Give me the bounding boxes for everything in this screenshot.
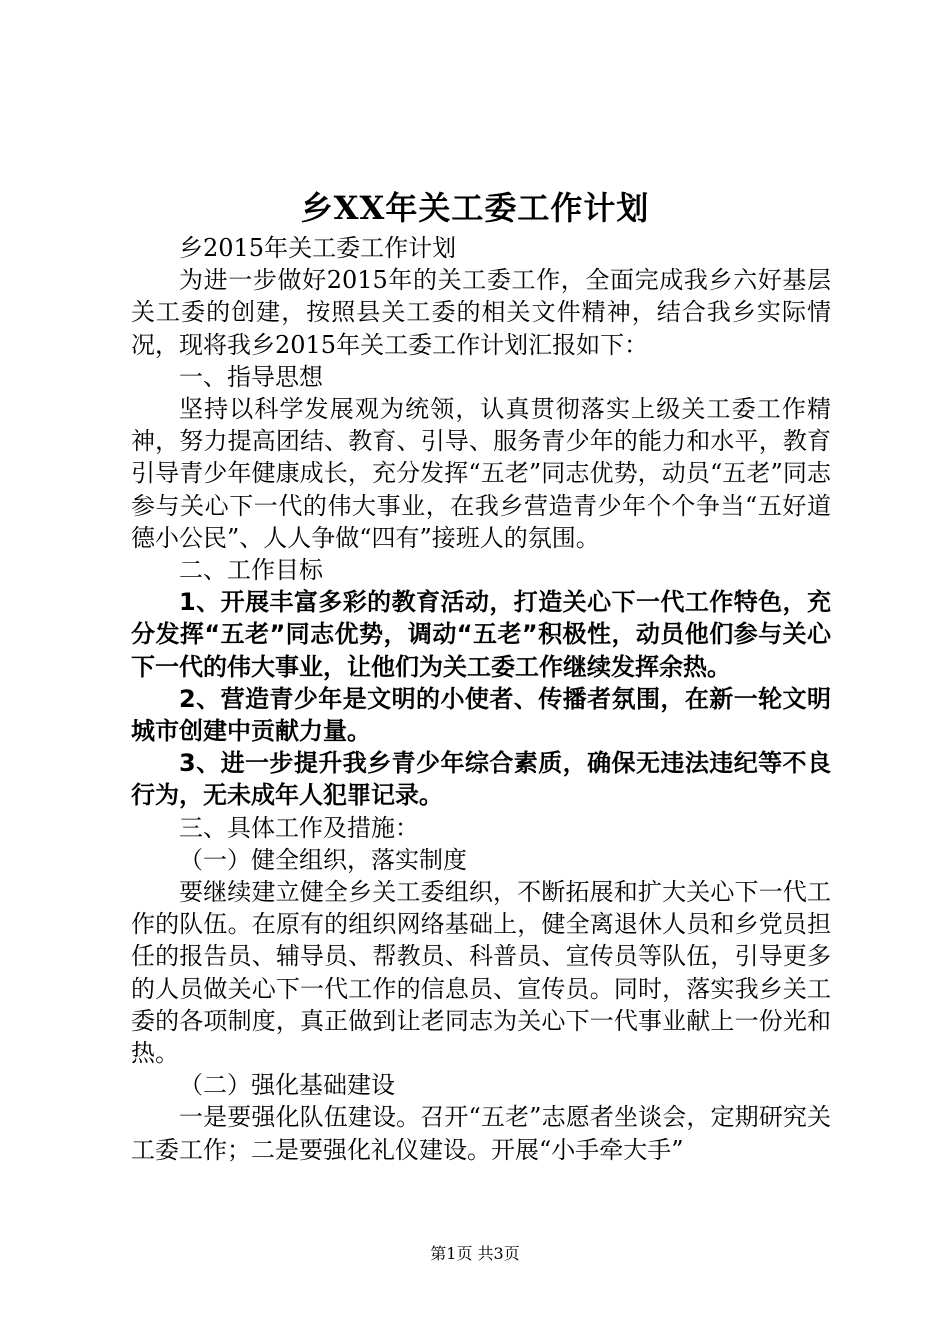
plan-subtitle: 乡2015年关工委工作计划 bbox=[179, 234, 457, 262]
document-body bbox=[131, 232, 831, 1166]
section-heading-guiding-ideology: 一、指导思想 bbox=[179, 362, 323, 391]
guiding-ideology-paragraph: 坚持以科学发展观为统领，认真贯彻落实上级关工委工作精神，努力提高团结、教育、引导、服务青少年的能力和水平，教育引导青少年健康成长，充分发挥“五老”同志优势，动员“五老”同志参与关心下一代的伟大事业，在我乡营造青少年个个争当“五好道德小公民”、人人争做“四有”接班人的氛围。 bbox=[131, 395, 831, 552]
organization-paragraph: 要继续建立健全乡关工委组织，不断拓展和扩大关心下一代工作的队伍。在原有的组织网络基础上，健全离退休人员和乡党员担任的报告员、辅导员、帮教员、科普员、宣传员等队伍，引导更多的人员做关心下一代工作的信息员、宣传员。同时，落实我乡关工委的各项制度，真正做到让老同志为关心下一代事业献上一份光和热。 bbox=[131, 878, 831, 1068]
infrastructure-paragraph: 一是要强化队伍建设。召开“五老”志愿者坐谈会，定期研究关工委工作；二是要强化礼仪建设。开展“小手牵大手” bbox=[131, 1103, 831, 1164]
subsection-heading-infrastructure: （二）强化基础建设 bbox=[179, 1071, 395, 1100]
goal-item-2: 2、营造青少年是文明的小使者、传播者氛围，在新一轮文明城市创建中贡献力量。 bbox=[131, 684, 831, 746]
document-title: 乡XX年关工委工作计划 bbox=[300, 189, 650, 227]
section-heading-work-goals: 二、工作目标 bbox=[179, 556, 323, 585]
goal-item-1: 1、开展丰富多彩的教育活动，打造关心下一代工作特色，充分发挥“五老”同志优势，调动“五老”积极性，动员他们参与关心下一代的伟大事业，让他们为关工委工作继续发挥余热。 bbox=[131, 588, 831, 681]
section-heading-measures: 三、具体工作及措施： bbox=[179, 813, 419, 842]
intro-paragraph: 为进一步做好2015年的关工委工作，全面完成我乡六好基层关工委的创建，按照县关工委的相关文件精神，结合我乡实际情况，现将我乡2015年关工委工作计划汇报如下： bbox=[131, 266, 831, 359]
subsection-heading-organization: （一）健全组织，落实制度 bbox=[179, 845, 467, 874]
page-number-footer: 第1页 共3页 bbox=[430, 1244, 520, 1263]
goal-item-3: 3、进一步提升我乡青少年综合素质，确保无违法违纪等不良行为，无未成年人犯罪记录。 bbox=[131, 749, 831, 810]
